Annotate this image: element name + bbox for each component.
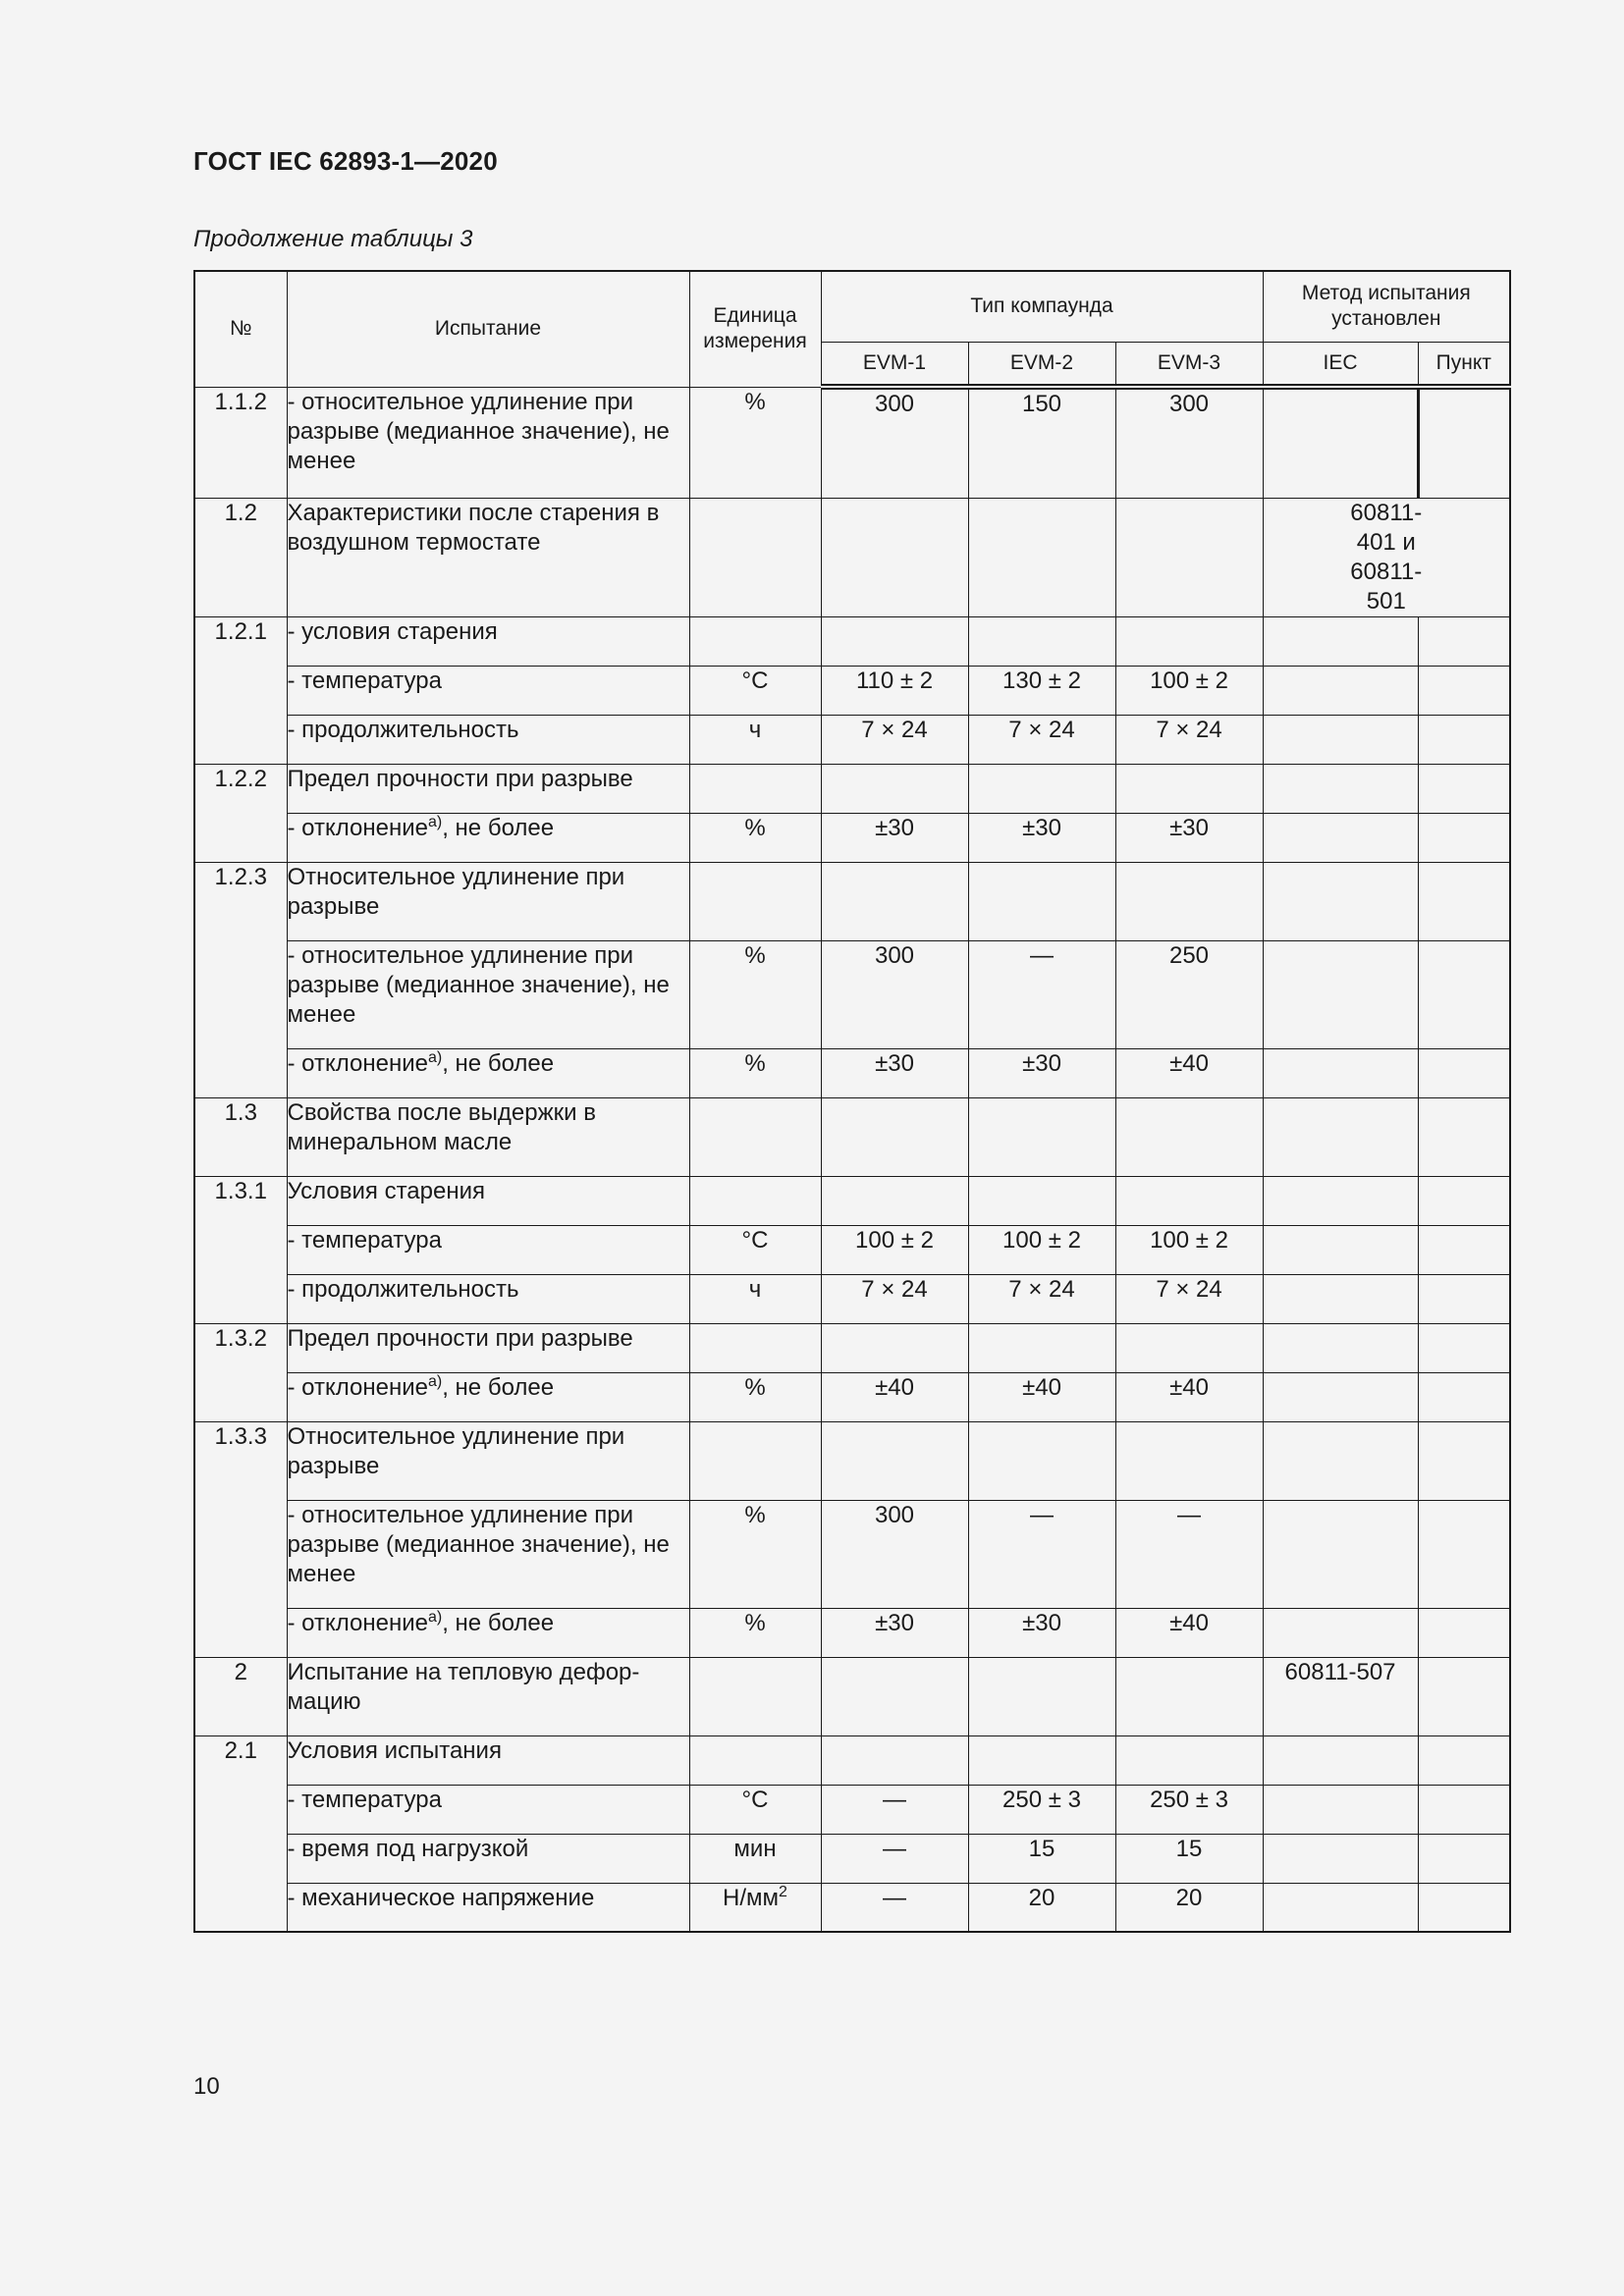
row-clause (1418, 1225, 1510, 1274)
row-evm2: 7 × 24 (968, 1274, 1115, 1323)
row-clause (1418, 1657, 1510, 1735)
row-clause (1418, 1274, 1510, 1323)
row-iec (1263, 387, 1418, 498)
row-evm2: — (968, 1500, 1115, 1608)
row-unit-text: Н/мм (723, 1884, 780, 1911)
row-iec (1263, 1176, 1418, 1225)
row-iec (1263, 1274, 1418, 1323)
row-unit: % (689, 1500, 821, 1608)
row-evm3: 300 (1115, 387, 1263, 498)
row-test: Испытание на тепловую дефор-мацию (287, 1657, 689, 1735)
row-evm1 (821, 498, 968, 616)
row-iec (1263, 862, 1418, 940)
row-clause (1418, 862, 1510, 940)
row-iec (1263, 1323, 1418, 1372)
row-test: - температура (287, 1785, 689, 1834)
row-test: - продолжительность (287, 715, 689, 764)
row-unit (689, 1097, 821, 1176)
row-test-text: - отклонение (287, 1609, 428, 1636)
row-evm1: 300 (821, 940, 968, 1048)
row-unit: °С (689, 1225, 821, 1274)
row-num: 1.3.3 (194, 1421, 287, 1657)
row-evm2: 130 ± 2 (968, 666, 1115, 715)
row-iec (1263, 1097, 1418, 1176)
row-iec (1263, 1048, 1418, 1097)
row-evm3: 15 (1115, 1834, 1263, 1883)
row-evm3: — (1115, 1500, 1263, 1608)
row-evm1: ±30 (821, 1608, 968, 1657)
row-clause (1418, 1834, 1510, 1883)
table-row (194, 666, 1510, 715)
row-evm2: ±30 (968, 813, 1115, 862)
row-iec (1263, 616, 1418, 666)
row-evm3: 7 × 24 (1115, 1274, 1263, 1323)
row-evm2 (968, 1097, 1115, 1176)
row-evm3 (1115, 1176, 1263, 1225)
row-evm3: ±40 (1115, 1608, 1263, 1657)
col-header-iec: IEC (1263, 342, 1418, 387)
row-evm1 (821, 1176, 968, 1225)
row-test: - время под нагрузкой (287, 1834, 689, 1883)
row-evm2: ±30 (968, 1608, 1115, 1657)
table-row (194, 1048, 1510, 1097)
table-row (194, 1097, 1510, 1176)
row-iec (1263, 940, 1418, 1048)
table-row (194, 387, 1510, 498)
row-evm3 (1115, 862, 1263, 940)
row-test: - условия старения (287, 616, 689, 666)
row-iec (1263, 1834, 1418, 1883)
row-evm1 (821, 1421, 968, 1500)
row-evm2: 250 ± 3 (968, 1785, 1115, 1834)
row-iec (1263, 666, 1418, 715)
row-unit (689, 616, 821, 666)
row-unit (689, 1657, 821, 1735)
row-evm1: — (821, 1883, 968, 1932)
row-method-reference: 60811-401 и 60811-501 (1263, 498, 1510, 616)
row-test-tail: , не более (442, 1609, 555, 1636)
row-iec (1263, 764, 1418, 813)
table-row (194, 1176, 1510, 1225)
row-clause (1418, 1608, 1510, 1657)
row-evm3: 250 ± 3 (1115, 1785, 1263, 1834)
table-row (194, 1657, 1510, 1735)
row-evm3: 7 × 24 (1115, 715, 1263, 764)
row-evm2: ±30 (968, 1048, 1115, 1097)
row-evm3 (1115, 616, 1263, 666)
row-unit: °С (689, 1785, 821, 1834)
row-evm2: 150 (968, 387, 1115, 498)
table-row (194, 1608, 1510, 1657)
footnote-marker: а) (427, 1608, 443, 1626)
row-evm1: — (821, 1834, 968, 1883)
table-row (194, 1735, 1510, 1785)
row-evm2: 20 (968, 1883, 1115, 1932)
row-unit (689, 498, 821, 616)
row-unit: % (689, 387, 821, 498)
row-iec (1263, 1785, 1418, 1834)
row-evm1 (821, 1657, 968, 1735)
row-test: - продолжительность (287, 1274, 689, 1323)
row-num: 1.3 (194, 1097, 287, 1176)
row-evm2: 100 ± 2 (968, 1225, 1115, 1274)
col-header-num: № (194, 271, 287, 387)
row-iec (1263, 1500, 1418, 1608)
table-row (194, 940, 1510, 1048)
spec-table (193, 270, 1511, 1933)
row-evm1: 7 × 24 (821, 715, 968, 764)
row-evm3 (1115, 1421, 1263, 1500)
row-clause (1418, 1048, 1510, 1097)
row-evm2: — (968, 940, 1115, 1048)
row-evm1: 100 ± 2 (821, 1225, 968, 1274)
row-test: Относительное удлинение при разрыве (287, 862, 689, 940)
row-evm3: 100 ± 2 (1115, 1225, 1263, 1274)
row-evm1 (821, 764, 968, 813)
row-iec (1263, 1372, 1418, 1421)
row-clause (1418, 1421, 1510, 1500)
row-iec: 60811-507 (1263, 1657, 1418, 1735)
row-test: Характеристики после старения в воздушном термостате (287, 498, 689, 616)
row-evm1: ±40 (821, 1372, 968, 1421)
row-test-tail: , не более (442, 814, 555, 841)
table-row (194, 1274, 1510, 1323)
table-row (194, 1421, 1510, 1500)
row-unit: % (689, 1048, 821, 1097)
row-evm3: 20 (1115, 1883, 1263, 1932)
row-evm3 (1115, 1657, 1263, 1735)
row-evm3 (1115, 498, 1263, 616)
row-iec (1263, 1225, 1418, 1274)
table-row (194, 813, 1510, 862)
row-unit (689, 1421, 821, 1500)
row-evm3 (1115, 1735, 1263, 1785)
row-test: Предел прочности при разрыве (287, 1323, 689, 1372)
col-header-method: Метод испытания установлен (1263, 271, 1510, 342)
footnote-marker: а) (427, 1048, 443, 1066)
row-evm3: ±40 (1115, 1048, 1263, 1097)
table-row (194, 764, 1510, 813)
row-unit: % (689, 1372, 821, 1421)
row-evm2 (968, 1421, 1115, 1500)
row-unit: ч (689, 1274, 821, 1323)
row-num: 1.3.1 (194, 1176, 287, 1323)
row-test-tail: , не более (442, 1373, 555, 1401)
row-clause (1418, 666, 1510, 715)
row-unit: °С (689, 666, 821, 715)
row-test: - относительное удлинение при разрыве (медианное значение), не менее (287, 940, 689, 1048)
row-evm3 (1115, 764, 1263, 813)
row-test (287, 813, 689, 862)
row-iec (1263, 1421, 1418, 1500)
row-test (287, 1608, 689, 1657)
footnote-marker: а) (427, 1372, 443, 1390)
row-unit: % (689, 1608, 821, 1657)
row-test (287, 1048, 689, 1097)
row-evm1: 7 × 24 (821, 1274, 968, 1323)
row-iec (1263, 1735, 1418, 1785)
col-header-unit: Единица измерения (689, 271, 821, 387)
row-test: - относительное удлинение при разрыве (медианное значение), не менее (287, 1500, 689, 1608)
row-evm3: ±40 (1115, 1372, 1263, 1421)
row-iec (1263, 715, 1418, 764)
row-num: 2 (194, 1657, 287, 1735)
col-header-test: Испытание (287, 271, 689, 387)
col-header-clause: Пункт (1418, 342, 1510, 387)
row-evm1: ±30 (821, 813, 968, 862)
row-clause (1418, 616, 1510, 666)
table-row (194, 1372, 1510, 1421)
col-header-evm2: EVM-2 (968, 342, 1115, 387)
row-evm2: ±40 (968, 1372, 1115, 1421)
row-evm1: ±30 (821, 1048, 968, 1097)
row-evm1 (821, 1735, 968, 1785)
row-num: 1.1.2 (194, 387, 287, 498)
row-evm2 (968, 1176, 1115, 1225)
row-num: 1.2.2 (194, 764, 287, 862)
page-number: 10 (193, 2073, 220, 2100)
row-evm1: 110 ± 2 (821, 666, 968, 715)
row-evm3: 250 (1115, 940, 1263, 1048)
row-evm2: 15 (968, 1834, 1115, 1883)
row-evm2: 7 × 24 (968, 715, 1115, 764)
footnote-marker: а) (427, 813, 443, 830)
row-iec (1263, 813, 1418, 862)
row-clause (1418, 1735, 1510, 1785)
row-test (287, 1372, 689, 1421)
row-unit (689, 764, 821, 813)
table-row (194, 616, 1510, 666)
row-evm2 (968, 616, 1115, 666)
table-row (194, 1834, 1510, 1883)
row-evm3 (1115, 1323, 1263, 1372)
document-header: ГОСТ IEC 62893-1—2020 (193, 146, 498, 176)
table-caption: Продолжение таблицы 3 (193, 226, 473, 252)
row-test-text: - отклонение (287, 1373, 428, 1401)
row-evm2 (968, 862, 1115, 940)
row-unit: % (689, 813, 821, 862)
row-num: 1.3.2 (194, 1323, 287, 1421)
table-row (194, 498, 1510, 616)
col-header-compound-type: Тип компаунда (821, 271, 1263, 342)
row-evm1 (821, 616, 968, 666)
row-evm3: ±30 (1115, 813, 1263, 862)
row-unit: мин (689, 1834, 821, 1883)
col-header-evm3: EVM-3 (1115, 342, 1263, 387)
row-evm1 (821, 862, 968, 940)
row-evm1: 300 (821, 387, 968, 498)
table-row (194, 862, 1510, 940)
row-test: Условия испытания (287, 1735, 689, 1785)
table-row (194, 1500, 1510, 1608)
row-unit (689, 862, 821, 940)
row-iec (1263, 1883, 1418, 1932)
table-row (194, 1225, 1510, 1274)
row-test: Свойства после выдержки в минеральном масле (287, 1097, 689, 1176)
row-clause (1418, 715, 1510, 764)
row-clause (1418, 813, 1510, 862)
row-clause (1418, 1372, 1510, 1421)
row-evm3 (1115, 1097, 1263, 1176)
row-clause (1418, 764, 1510, 813)
row-clause (1418, 387, 1510, 498)
row-test: - температура (287, 666, 689, 715)
row-clause (1418, 1176, 1510, 1225)
row-test-text: - отклонение (287, 814, 428, 841)
row-clause (1418, 1785, 1510, 1834)
row-test: Относительное удлинение при разрыве (287, 1421, 689, 1500)
row-num: 1.2 (194, 498, 287, 616)
row-test: - относительное удлинение при разрыве (медианное значение), не менее (287, 387, 689, 498)
row-evm1 (821, 1097, 968, 1176)
row-unit: ч (689, 715, 821, 764)
table-row (194, 1323, 1510, 1372)
row-test: Предел прочности при разрыве (287, 764, 689, 813)
row-test-text: - отклонение (287, 1049, 428, 1077)
row-evm2 (968, 764, 1115, 813)
row-num: 1.2.3 (194, 862, 287, 1097)
row-evm1: — (821, 1785, 968, 1834)
row-clause (1418, 1500, 1510, 1608)
row-unit: % (689, 940, 821, 1048)
row-num: 1.2.1 (194, 616, 287, 764)
table-row (194, 1883, 1510, 1932)
row-unit (689, 1176, 821, 1225)
row-evm1 (821, 1323, 968, 1372)
row-clause (1418, 1883, 1510, 1932)
table-row (194, 1785, 1510, 1834)
row-unit (689, 1323, 821, 1372)
row-clause (1418, 1097, 1510, 1176)
row-iec (1263, 1608, 1418, 1657)
col-header-evm1: EVM-1 (821, 342, 968, 387)
row-evm1: 300 (821, 1500, 968, 1608)
row-clause (1418, 1323, 1510, 1372)
row-evm3: 100 ± 2 (1115, 666, 1263, 715)
row-evm2 (968, 1323, 1115, 1372)
row-evm2 (968, 1657, 1115, 1735)
row-test-tail: , не более (442, 1049, 555, 1077)
row-test: Условия старения (287, 1176, 689, 1225)
row-unit (689, 1883, 821, 1932)
row-evm2 (968, 498, 1115, 616)
row-test: - механическое напряжение (287, 1883, 689, 1932)
table-row (194, 715, 1510, 764)
row-test: - температура (287, 1225, 689, 1274)
row-clause (1418, 940, 1510, 1048)
row-unit (689, 1735, 821, 1785)
row-num: 2.1 (194, 1735, 287, 1932)
row-evm2 (968, 1735, 1115, 1785)
unit-exponent: 2 (779, 1883, 787, 1900)
